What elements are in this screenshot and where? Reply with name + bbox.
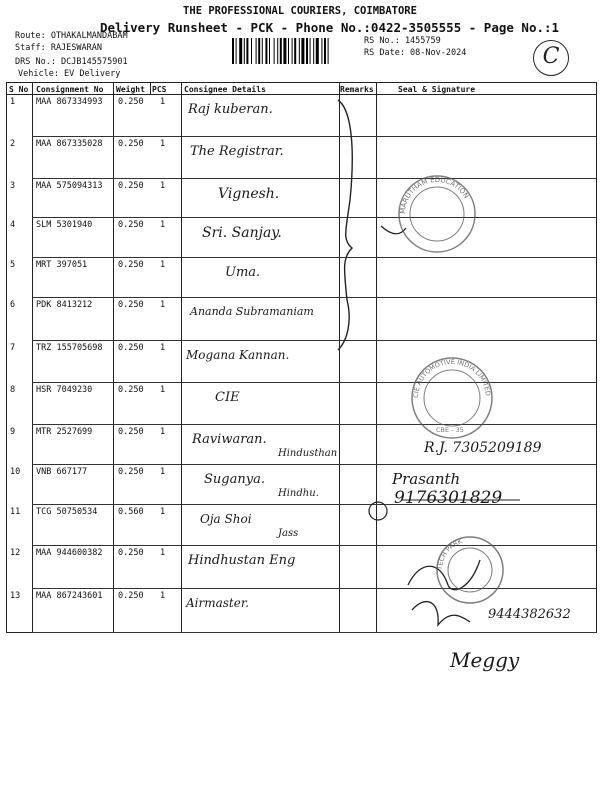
- row-weight: 0.250: [118, 300, 144, 310]
- cie-stamp: [412, 358, 492, 438]
- education-stamp: [399, 176, 475, 252]
- rs-date: RS Date: 08-Nov-2024: [364, 48, 467, 58]
- row-sno: 4: [10, 220, 16, 230]
- row-consignee: Ananda Subramaniam: [190, 305, 314, 318]
- runsheet-title: Delivery Runsheet - PCK - Phone No.:0422-3505555 - Page No.:1: [100, 20, 560, 35]
- svg-text:TECH PARK: [436, 537, 464, 571]
- row-consignee: Raj kuberan.: [188, 102, 273, 117]
- drs-label: DRS No.: DCJB145575901: [15, 57, 128, 67]
- row-consignment: MAA 867334993: [36, 97, 103, 107]
- row-sno: 1: [10, 97, 16, 107]
- row-weight: 0.250: [118, 385, 144, 395]
- svg-text:MARUTHAM EDUCATION: [399, 176, 470, 214]
- row-weight: 0.560: [118, 507, 144, 517]
- row-consignee: Oja Shoi: [200, 512, 252, 526]
- row-pcs: 1: [160, 139, 166, 149]
- vehicle-label: Vehicle: EV Delivery: [18, 69, 121, 79]
- row-consignee-line2: Hindusthan: [278, 448, 338, 459]
- row-sno: 12: [10, 548, 21, 558]
- row-sno: 8: [10, 385, 16, 395]
- row-weight: 0.250: [118, 343, 144, 353]
- row9-phone-note: R.J. 7305209189: [424, 440, 542, 456]
- col-header-sno: S No: [9, 85, 29, 94]
- col-header-pcs: PCS: [152, 85, 167, 94]
- tech-stamp: [436, 537, 503, 603]
- row-consignment: PDK 8413212: [36, 300, 93, 310]
- row-consignment: MAA 867335028: [36, 139, 103, 149]
- row-consignment: TCG 50750534: [36, 507, 98, 517]
- route-label: Route: OTHAKALMANDABAM: [15, 31, 128, 41]
- col-header-seal: Seal & Signature: [398, 85, 476, 94]
- row-pcs: 1: [160, 220, 166, 230]
- row-consignee: Suganya.: [204, 472, 265, 487]
- row-sno: 3: [10, 181, 16, 191]
- stamp2-sub: CBE - 35: [436, 426, 464, 434]
- staff-label: Staff: RAJESWARAN: [15, 43, 102, 53]
- row-consignee: Sri. Sanjay.: [202, 225, 282, 241]
- row-sno: 7: [10, 343, 16, 353]
- col-header-remarks: Remarks: [340, 85, 374, 94]
- row-consignment: MAA 867243601: [36, 591, 103, 601]
- row-pcs: 1: [160, 467, 166, 477]
- row-pcs: 1: [160, 260, 166, 270]
- row-pcs: 1: [160, 343, 166, 353]
- row-weight: 0.250: [118, 181, 144, 191]
- col-header-consignee: Consignee Details: [184, 85, 266, 94]
- row-consignment: TRZ 155705698: [36, 343, 103, 353]
- row-consignee: Airmaster.: [186, 596, 250, 610]
- company-title: THE PROFESSIONAL COURIERS, COIMBATORE: [183, 5, 417, 17]
- row-weight: 0.250: [118, 260, 144, 270]
- row-consignment: SLM 5301940: [36, 220, 93, 230]
- row10-phone-note: 9176301829: [394, 488, 503, 508]
- row-weight: 0.250: [118, 591, 144, 601]
- row-sno: 9: [10, 427, 16, 437]
- row-consignee: Mogana Kannan.: [186, 348, 290, 362]
- row-consignment: HSR 7049230: [36, 385, 93, 395]
- row-consignee: Raviwaran.: [192, 432, 267, 447]
- row-pcs: 1: [160, 385, 166, 395]
- stamp1-text: MARUTHAM EDUCATION: [398, 175, 471, 215]
- row-consignee: Vignesh.: [218, 186, 280, 202]
- row-sno: 2: [10, 139, 16, 149]
- row-pcs: 1: [160, 97, 166, 107]
- row-sno: 10: [10, 467, 21, 477]
- row-pcs: 1: [160, 427, 166, 437]
- stamp2-text: CIE AUTOMOTIVE INDIA LIMITED: [411, 357, 492, 399]
- row-consignee: Uma.: [225, 265, 261, 280]
- row-weight: 0.250: [118, 139, 144, 149]
- row-sno: 5: [10, 260, 16, 270]
- row-weight: 0.250: [118, 548, 144, 558]
- col-header-weight: Weight: [116, 85, 145, 94]
- row-consignment: MRT 397051: [36, 260, 88, 270]
- row-sno: 13: [10, 591, 21, 601]
- row-pcs: 1: [160, 591, 166, 601]
- row-consignment: MTR 2527699: [36, 427, 93, 437]
- row-sno: 11: [10, 507, 21, 517]
- row-consignee-line2: Jass: [278, 528, 299, 539]
- row-weight: 0.250: [118, 220, 144, 230]
- row-weight: 0.250: [118, 427, 144, 437]
- row-weight: 0.250: [118, 97, 144, 107]
- row-consignee: CIE: [215, 390, 240, 405]
- stamp3-text: TECH PARK: [435, 537, 464, 571]
- row-consignment: MAA 944600382: [36, 548, 103, 558]
- row-consignment: VNB 667177: [36, 467, 88, 477]
- row-consignee-line2: Hindhu.: [278, 488, 319, 499]
- row-pcs: 1: [160, 181, 166, 191]
- rs-number: RS No.: 1455759: [364, 36, 441, 46]
- bottom-signature: Meggy: [450, 648, 520, 672]
- svg-text:CIE AUTOMOTIVE INDIA LIMITED: [412, 358, 492, 398]
- row10-name-note: Prasanth: [392, 470, 461, 488]
- row-weight: 0.250: [118, 467, 144, 477]
- row-pcs: 1: [160, 300, 166, 310]
- row-sno: 6: [10, 300, 16, 310]
- row-consignee: Hindhustan Eng: [188, 553, 296, 568]
- row13-phone-note: 9444382632: [488, 607, 571, 622]
- row-consignee: The Registrar.: [190, 144, 284, 159]
- circled-c-mark: C: [533, 40, 569, 76]
- col-header-consignment: Consignment No: [36, 85, 104, 94]
- row-pcs: 1: [160, 507, 166, 517]
- row-consignment: MAA 575094313: [36, 181, 103, 191]
- row-pcs: 1: [160, 548, 166, 558]
